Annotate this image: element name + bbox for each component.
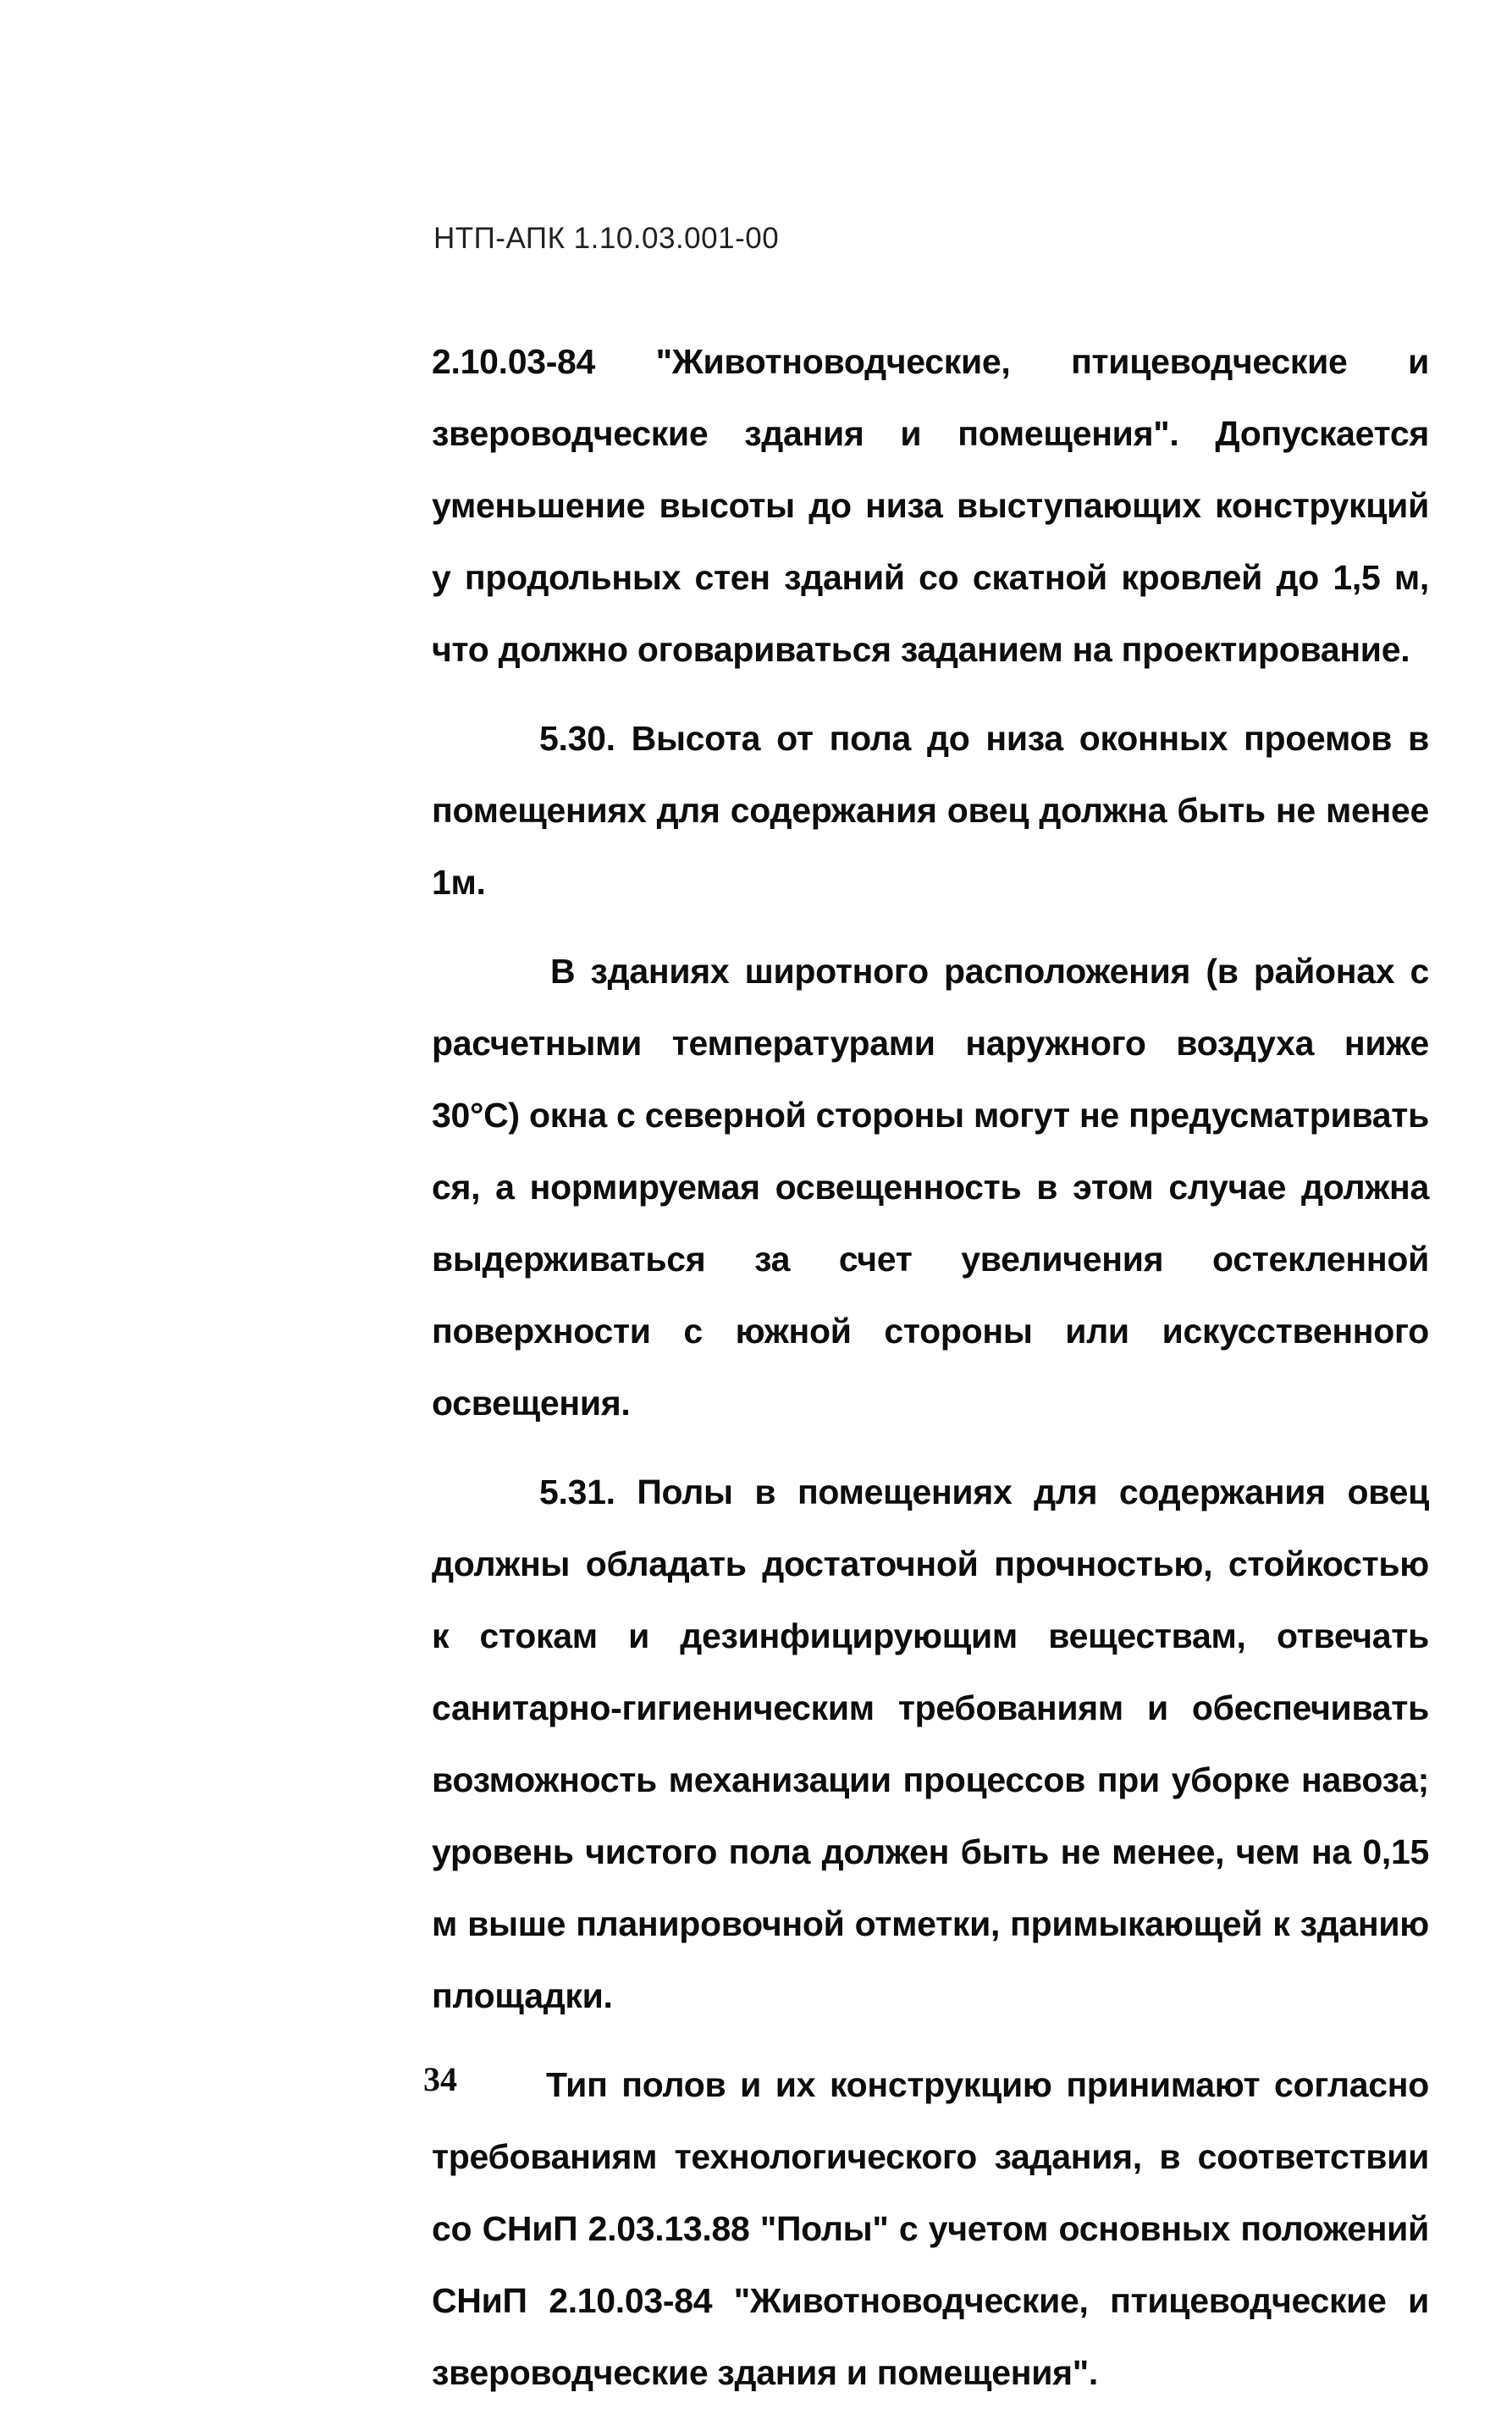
- page-number: 34: [423, 2060, 457, 2098]
- document-code-header: НТП-АПК 1.10.03.001-00: [433, 222, 780, 255]
- paragraph-floor-types: Тип полов и их конструкцию принимают согласно требованиям технологического задания, в соответствии со СНиП 2.03.13.88 "Полы" с учетом основных положений СНиП 2.10.03-84 "Животноводческие, птицеводческие и звероводческие здания и помещения".: [432, 2065, 1429, 2392]
- paragraph-5-30: 5.30. Высота от пола до низа оконных проемов в помещениях для содержания овец должна быть не менее 1м.: [432, 719, 1429, 902]
- paragraph-5-31: 5.31. Полы в помещениях для содержания овец должны обладать достаточной прочностью, стойкостью к стокам и дезинфицирующим веществам, отвечать санитарно-гигиеническим требованиям и обеспечивать возможность механизации процессов при уборке навоза; уровень чистого пола должен быть не менее, чем на 0,15 м выше планировочной отметки, примыкающей к зданию площадки.: [432, 1472, 1429, 2015]
- paragraph-continuation: 2.10.03-84 "Животноводческие, птицеводческие и звероводческие здания и помещения". Допускается уменьшение высоты до низа выступающих конструкций у продольных стен зданий со скатной кровлей до 1,5 м, что должно оговариваться заданием на проектирование.: [432, 342, 1429, 669]
- paragraph-window-orientation: В зданиях широтного расположения (в районах с расчетными температурами наружного воздуха ниже 30°С) окна с северной стороны могут не предусматривать ся, а нормируемая освещенность в этом случае должна выдерживаться за счет увеличения остекленной поверхности с южной стороны или искусственного освещения.: [432, 952, 1429, 1423]
- document-body: [432, 326, 1429, 2409]
